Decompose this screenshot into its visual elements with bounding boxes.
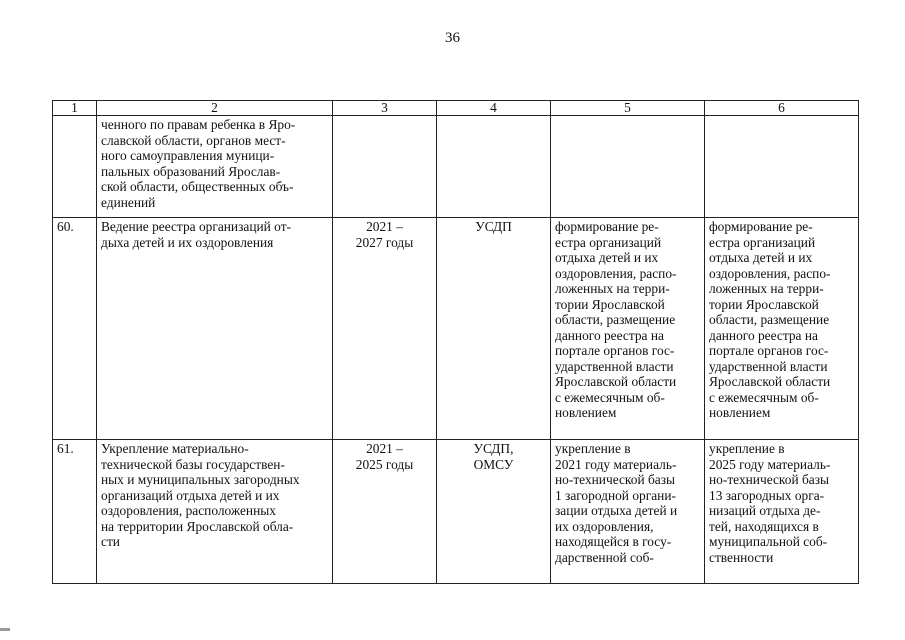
- header-cell: 2: [97, 101, 333, 116]
- row-number: 61.: [53, 440, 97, 584]
- header-cell: 1: [53, 101, 97, 116]
- result-col6: формирование ре- естра организаций отдыха детей и их оздоровления, распо- ложенных на терри- тории Ярославской области, размещение данного реестра на портале органов гос- ударственной власти Ярославской области с ежемесячным об- новлением: [705, 218, 859, 440]
- table-row: [53, 218, 859, 440]
- result-col6: укрепление в 2025 году материаль- но-технической базы 13 загородных орга- низаций отдыха де- тей, находящихся в муниципальной соб- ственности: [705, 440, 859, 584]
- measure-name: ченного по правам ребенка в Ярo- славской области, органов мест- ного самоуправления муници- пальных образований Ярослав- ской области, общественных объ- единений: [97, 116, 333, 218]
- table-row: [53, 440, 859, 584]
- page-number: 36: [445, 30, 460, 46]
- measure-name: Ведение реестра организаций от- дыха детей и их оздоровления: [97, 218, 333, 440]
- table-header-row: [53, 101, 859, 116]
- executor-cell: УСДП: [437, 218, 551, 440]
- header-cell: 3: [333, 101, 437, 116]
- result-col5: укрепление в 2021 году материаль- но-технической базы 1 загородной органи- зации отдыха детей и их оздоровления, находящейся в госу- дарственной соб-: [551, 440, 705, 584]
- measure-name: Укрепление материально- технической базы государствен- ных и муниципальных загородных организаций отдыха детей и их оздоровления, расположенных на территории Ярославской обла- сти: [97, 440, 333, 584]
- row-number: 60.: [53, 218, 97, 440]
- period-cell: 2021 – 2027 годы: [333, 218, 437, 440]
- measures-table: [52, 100, 859, 584]
- table-row: [53, 116, 859, 218]
- result-col5: [551, 116, 705, 218]
- period-cell: [333, 116, 437, 218]
- scan-mark: [0, 628, 10, 631]
- row-number: [53, 116, 97, 218]
- header-cell: 4: [437, 101, 551, 116]
- result-col6: [705, 116, 859, 218]
- header-cell: 5: [551, 101, 705, 116]
- period-cell: 2021 – 2025 годы: [333, 440, 437, 584]
- header-cell: 6: [705, 101, 859, 116]
- executor-cell: УСДП, ОМСУ: [437, 440, 551, 584]
- result-col5: формирование ре- естра организаций отдыха детей и их оздоровления, распо- ложенных на терри- тории Ярославской области, размещение данного реестра на портале органов гос- ударственной власти Ярославской области с ежемесячным об- новлением: [551, 218, 705, 440]
- executor-cell: [437, 116, 551, 218]
